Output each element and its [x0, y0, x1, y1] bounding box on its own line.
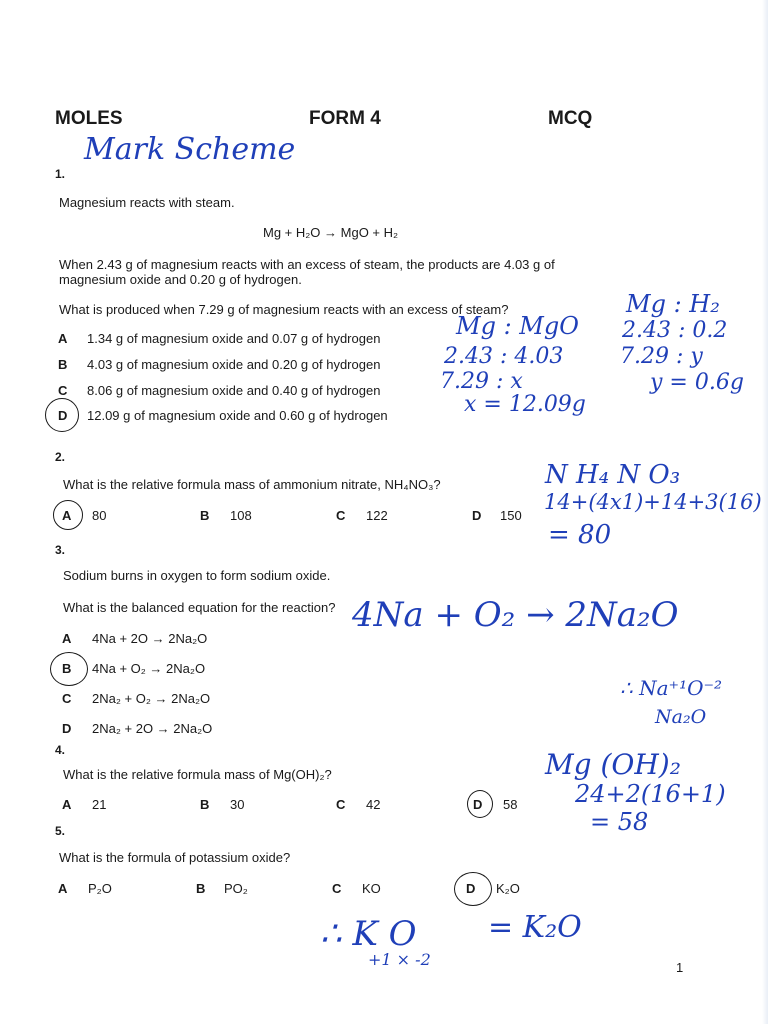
page-number: 1 [676, 960, 684, 975]
q5-option-c-letter: C [332, 881, 342, 896]
q5-option-b-text: PO₂ [224, 881, 248, 896]
q1-option-d-text: 12.09 g of magnesium oxide and 0.60 g of hydrogen [87, 408, 388, 423]
q3-answer-circle [50, 652, 88, 686]
header-type: MCQ [548, 108, 593, 129]
question-1-question: What is produced when 7.29 g of magnesium reacts with an excess of steam? [59, 302, 509, 317]
q1-option-c-letter: C [58, 383, 68, 398]
q5-option-a-letter: A [58, 881, 68, 896]
q5-answer-circle [454, 872, 492, 906]
q4-working-line1: Mg (OH)₂ [545, 748, 681, 781]
q2-working-line1: N H₄ N O₃ [545, 460, 681, 490]
q2-option-a-text: 80 [92, 508, 107, 523]
q5-option-a-text: P₂O [88, 881, 112, 896]
q1-option-d-letter: D [58, 408, 68, 423]
q5-option-c-text: KO [362, 881, 381, 896]
q1-option-b-text: 4.03 g of magnesium oxide and 0.20 g of hydrogen [87, 357, 381, 372]
q4-working-line3: = 58 [590, 808, 649, 836]
q3-option-a-letter: A [62, 631, 72, 646]
q2-answer-circle [53, 500, 83, 530]
question-2-number: 2. [55, 450, 66, 464]
q2-working-line3: = 80 [548, 520, 612, 550]
q4-option-a-letter: A [62, 797, 72, 812]
q5-option-d-text: K₂O [496, 881, 520, 896]
q4-option-a-text: 21 [92, 797, 107, 812]
q5-option-d-letter: D [466, 881, 476, 896]
q2-option-d-text: 150 [500, 508, 522, 523]
q1-working-a-line3: 7.29 : x [440, 369, 523, 394]
q4-option-b-text: 30 [230, 797, 245, 812]
q2-option-c-text: 122 [366, 508, 388, 523]
question-2-question: What is the relative formula mass of ammonium nitrate, NH₄NO₃? [63, 477, 441, 492]
q4-option-d-letter: D [473, 797, 483, 812]
q3-option-d-letter: D [62, 721, 72, 736]
q5-working-line3: = K₂O [488, 910, 582, 945]
q2-option-b-letter: B [200, 508, 210, 523]
q2-option-b-text: 108 [230, 508, 252, 523]
q4-answer-circle [467, 790, 493, 818]
question-3-intro: Sodium burns in oxygen to form sodium oxide. [63, 568, 331, 583]
q4-option-c-text: 42 [366, 797, 381, 812]
q3-option-d-text: 2Na₂ + 2O → 2Na₂O [92, 721, 213, 736]
question-1-equation: Mg + H₂O → MgO + H₂ [263, 225, 399, 240]
q1-answer-circle [45, 398, 79, 432]
q1-option-a-text: 1.34 g of magnesium oxide and 0.07 g of hydrogen [87, 331, 381, 346]
question-1-statement-line2: magnesium oxide and 0.20 g of hydrogen. [59, 272, 302, 287]
q1-option-b-letter: B [58, 357, 68, 372]
q3-option-b-text: 4Na + O₂ → 2Na₂O [92, 661, 206, 676]
q3-option-c-letter: C [62, 691, 72, 706]
question-3-question: What is the balanced equation for the reaction? [63, 600, 336, 615]
q3-option-b-letter: B [62, 661, 72, 676]
header-title: MOLES [55, 108, 123, 129]
q3-option-a-text: 4Na + 2O → 2Na₂O [92, 631, 208, 646]
q5-working-line2: +1 × -2 [368, 950, 431, 969]
q1-working-b-line4: y = 0.6g [650, 370, 744, 395]
q3-working-line2: ∴ Na⁺¹O⁻² [620, 676, 723, 700]
question-1-number: 1. [55, 167, 66, 181]
question-5-question: What is the formula of potassium oxide? [59, 850, 291, 865]
q4-working-line2: 24+2(16+1) [575, 780, 726, 808]
question-1-intro: Magnesium reacts with steam. [59, 195, 235, 210]
question-5-number: 5. [55, 824, 66, 838]
q1-working-b-line3: 7.29 : y [620, 344, 703, 369]
q2-option-c-letter: C [336, 508, 346, 523]
q2-option-a-letter: A [62, 508, 72, 523]
handwritten-mark-scheme: Mark Scheme [84, 132, 296, 167]
page-edge-shadow [762, 0, 768, 1024]
q5-working-line1: ∴ K O [320, 914, 417, 954]
q5-option-b-letter: B [196, 881, 206, 896]
question-3-number: 3. [55, 543, 66, 557]
q3-working-line3: Na₂O [655, 706, 707, 728]
q1-working-a-line4: x = 12.09g [464, 392, 586, 417]
q4-option-c-letter: C [336, 797, 346, 812]
q1-option-c-text: 8.06 g of magnesium oxide and 0.40 g of hydrogen [87, 383, 381, 398]
question-4-number: 4. [55, 743, 66, 757]
question-1-statement-line1: When 2.43 g of magnesium reacts with an excess of steam, the products are 4.03 g of [59, 257, 555, 272]
q2-working-line2: 14+(4x1)+14+3(16) [544, 490, 762, 514]
q1-working-a-line2: 2.43 : 4.03 [444, 344, 564, 369]
q4-option-b-letter: B [200, 797, 210, 812]
q4-option-d-text: 58 [503, 797, 518, 812]
q1-working-b-line1: Mg : H₂ [626, 290, 720, 318]
q1-option-a-letter: A [58, 331, 68, 346]
q3-option-c-text: 2Na₂ + O₂ → 2Na₂O [92, 691, 211, 706]
q1-working-a-line1: Mg : MgO [456, 312, 579, 340]
q1-working-b-line2: 2.43 : 0.2 [622, 318, 728, 343]
question-4-question: What is the relative formula mass of Mg(OH)₂? [63, 767, 332, 782]
header-form: FORM 4 [309, 108, 381, 129]
q2-option-d-letter: D [472, 508, 482, 523]
q3-working-line1: 4Na + O₂ → 2Na₂O [352, 595, 679, 635]
